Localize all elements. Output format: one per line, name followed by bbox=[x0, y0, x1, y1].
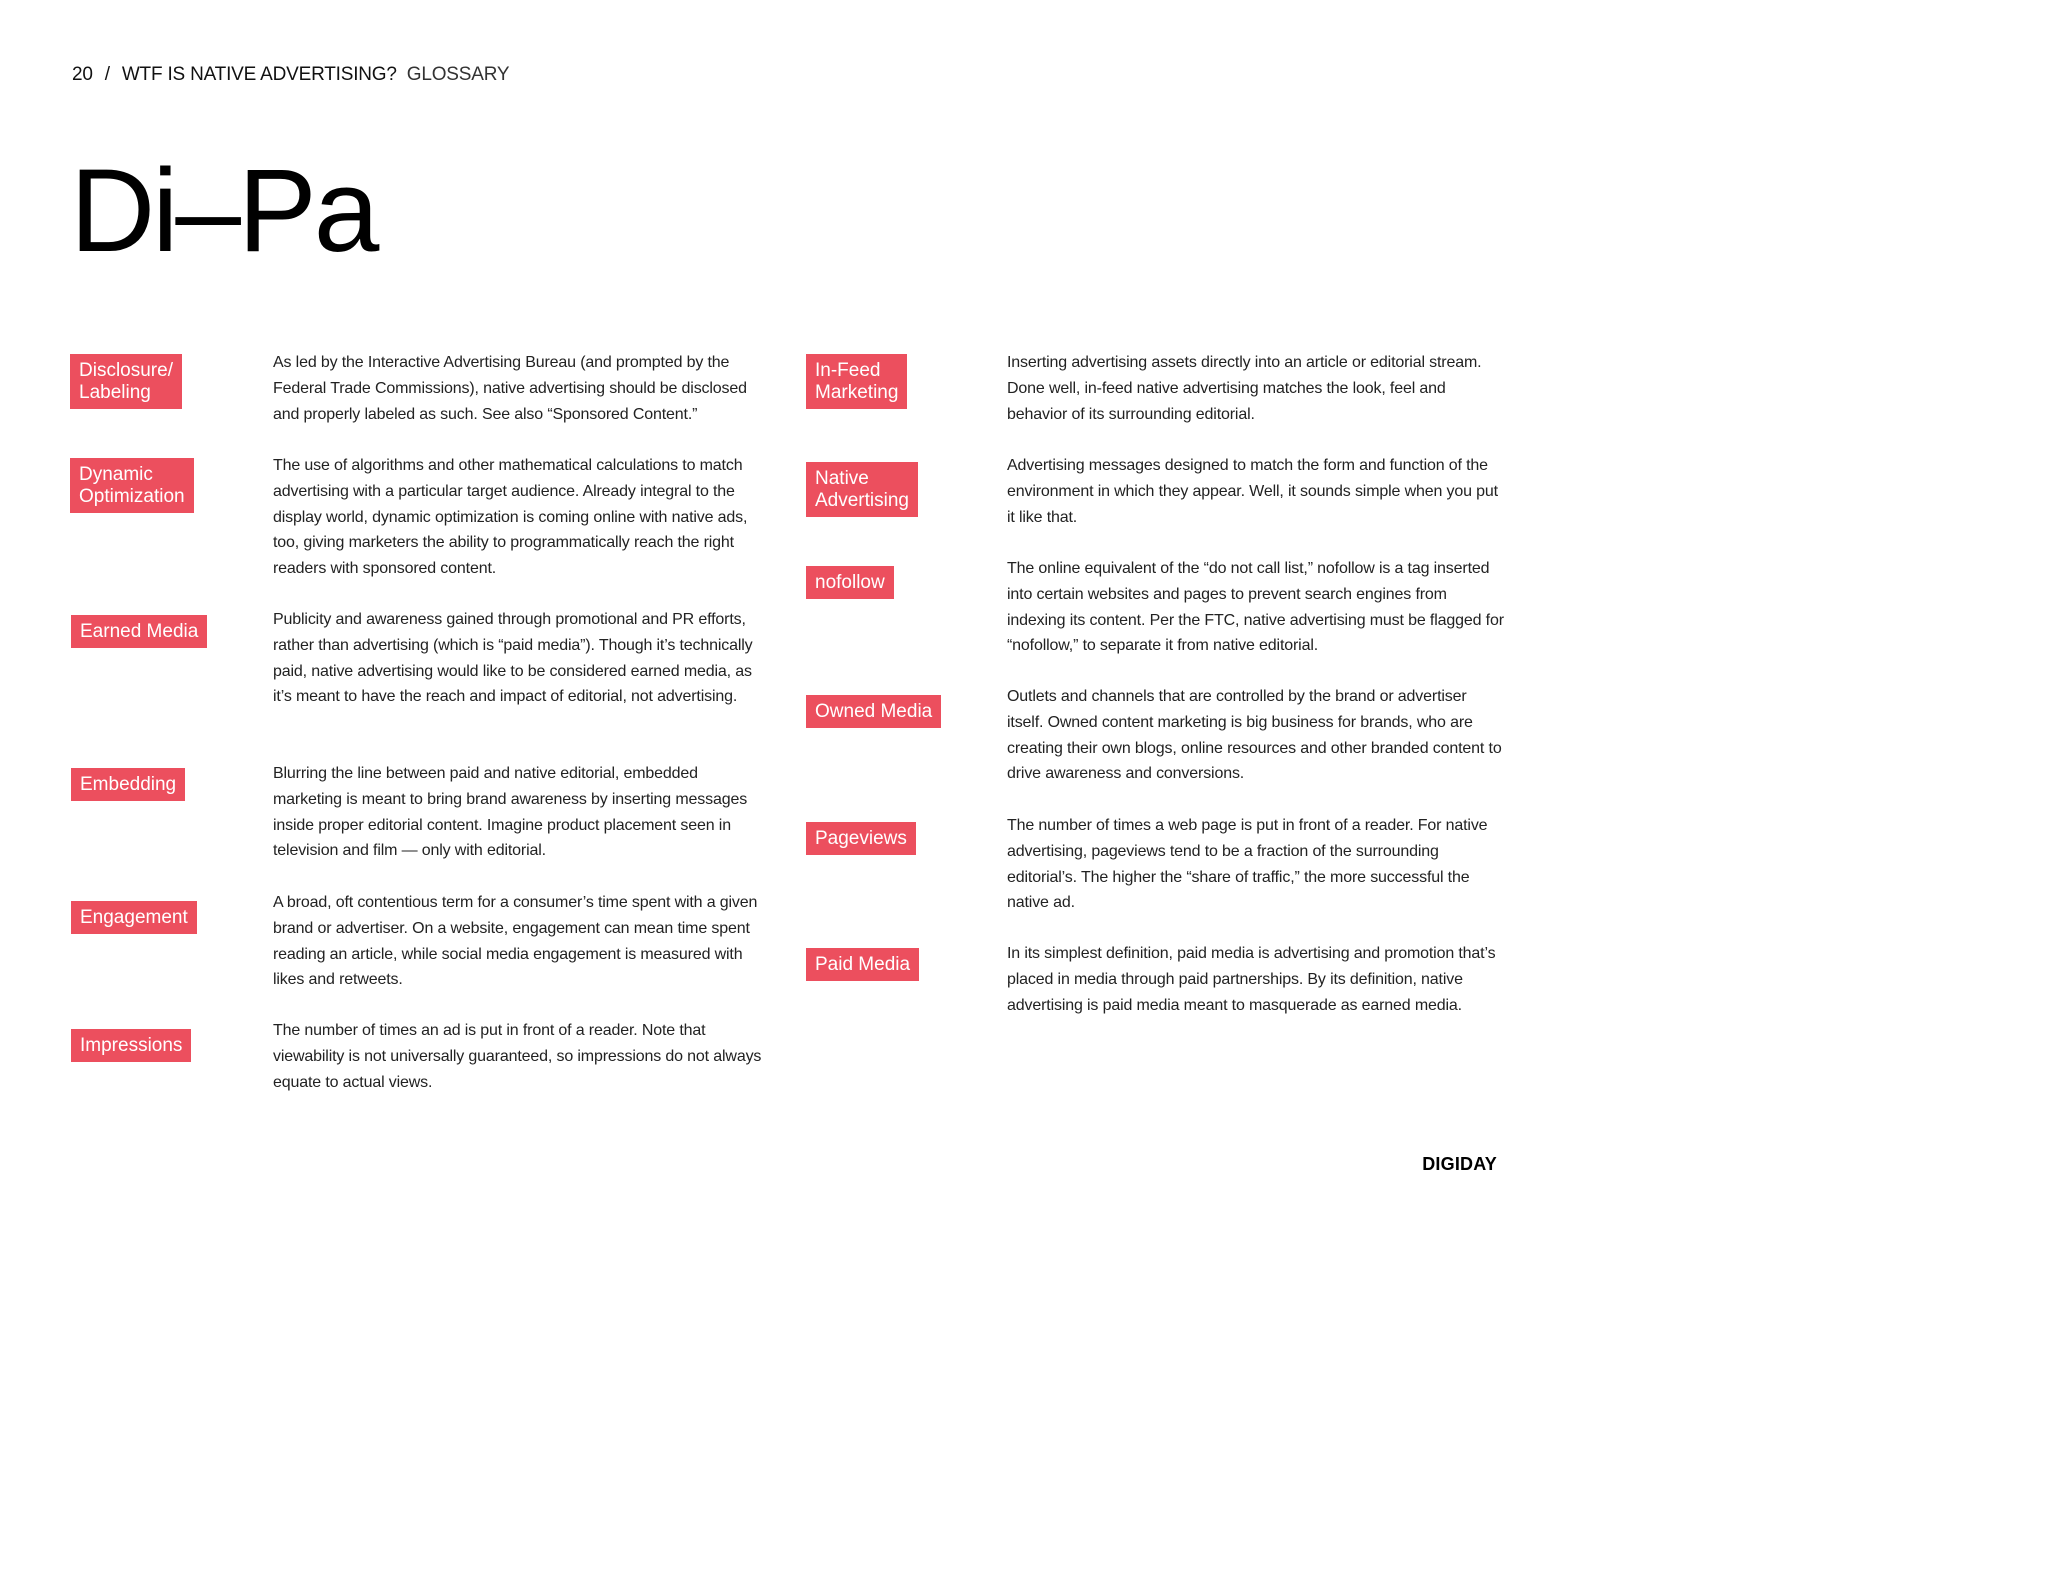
page-number: 20 bbox=[72, 64, 93, 85]
definition-pageviews: The number of times a web page is put in front of a reader. For native advertising, pageviews tend to be a fraction of the surrounding editorial’s. The higher the “share of traffic,” the more successful the native ad. bbox=[1007, 817, 1488, 912]
header-separator: / bbox=[104, 64, 110, 85]
term-engagement: Engagement bbox=[71, 901, 197, 934]
definition-native-advertising: Advertising messages designed to match the form and function of the environment in which they appear. Well, it sounds simple when you put it like that. bbox=[1007, 457, 1498, 526]
definition-owned-media: Outlets and channels that are controlled by the brand or advertiser itself. Owned content marketing is big business for brands, who are creating their own blogs, online resources and other branded content to drive awareness and conversions. bbox=[1007, 688, 1502, 783]
term-owned-media: Owned Media bbox=[806, 695, 941, 728]
term-nofollow: nofollow bbox=[806, 566, 894, 599]
term-dynamic-optimization: Dynamic Optimization bbox=[70, 458, 194, 513]
digiday-logo: DIGIDAY bbox=[1422, 1154, 1497, 1174]
definition-paid-media: In its simplest definition, paid media is advertising and promotion that’s placed in media through paid partnerships. By its definition, native advertising is paid media meant to masquerade as earned media. bbox=[1007, 945, 1496, 1014]
definition-impressions: The number of times an ad is put in front of a reader. Note that viewability is not universally guaranteed, so impressions do not always equate to actual views. bbox=[273, 1022, 762, 1091]
page-title: Di–Pa bbox=[70, 145, 377, 277]
document-title: WTF IS NATIVE ADVERTISING? bbox=[121, 64, 397, 85]
definition-earned-media: Publicity and awareness gained through promotional and PR efforts, rather than advertising (which is “paid media”). Though it’s technically paid, native advertising would like to be considered earned media, as it’s meant to have the reach and impact of editorial, not advertising. bbox=[273, 611, 753, 706]
definition-in-feed-marketing: Inserting advertising assets directly into an article or editorial stream. Done well, in-feed native advertising matches the look, feel and behavior of its surrounding editorial. bbox=[1007, 354, 1482, 423]
term-earned-media: Earned Media bbox=[71, 615, 207, 648]
term-paid-media: Paid Media bbox=[806, 948, 919, 981]
term-embedding: Embedding bbox=[71, 768, 185, 801]
page-header bbox=[72, 64, 509, 86]
term-impressions: Impressions bbox=[71, 1029, 191, 1062]
section-name: GLOSSARY bbox=[406, 64, 510, 85]
definition-nofollow: The online equivalent of the “do not call list,” nofollow is a tag inserted into certain websites and pages to prevent search engines from indexing its content. Per the FTC, native advertising must be flagged for “nofollow,” to separate it from native editorial. bbox=[1007, 560, 1504, 655]
definition-embedding: Blurring the line between paid and native editorial, embedded marketing is meant to bring brand awareness by inserting messages inside proper editorial content. Imagine product placement seen in television and film — only with editorial. bbox=[273, 765, 748, 860]
definition-disclosure-labeling: As led by the Interactive Advertising Bureau (and prompted by the Federal Trade Commissions), native advertising should be disclosed and properly labeled as such. See also “Sponsored Content.” bbox=[273, 354, 747, 423]
term-native-advertising: Native Advertising bbox=[806, 462, 918, 517]
definition-dynamic-optimization: The use of algorithms and other mathematical calculations to match advertising with a particular target audience. Already integral to the display world, dynamic optimization is coming online with native ads, too, giving marketers the ability to programmatically reach the right readers with sponsored content. bbox=[273, 457, 748, 578]
term-in-feed-marketing: In-Feed Marketing bbox=[806, 354, 907, 409]
term-pageviews: Pageviews bbox=[806, 822, 916, 855]
definition-engagement: A broad, oft contentious term for a consumer’s time spent with a given brand or advertiser. On a website, engagement can mean time spent reading an article, while social media engagement is measured with likes and retweets. bbox=[273, 894, 758, 989]
term-disclosure-labeling: Disclosure/ Labeling bbox=[70, 354, 182, 409]
